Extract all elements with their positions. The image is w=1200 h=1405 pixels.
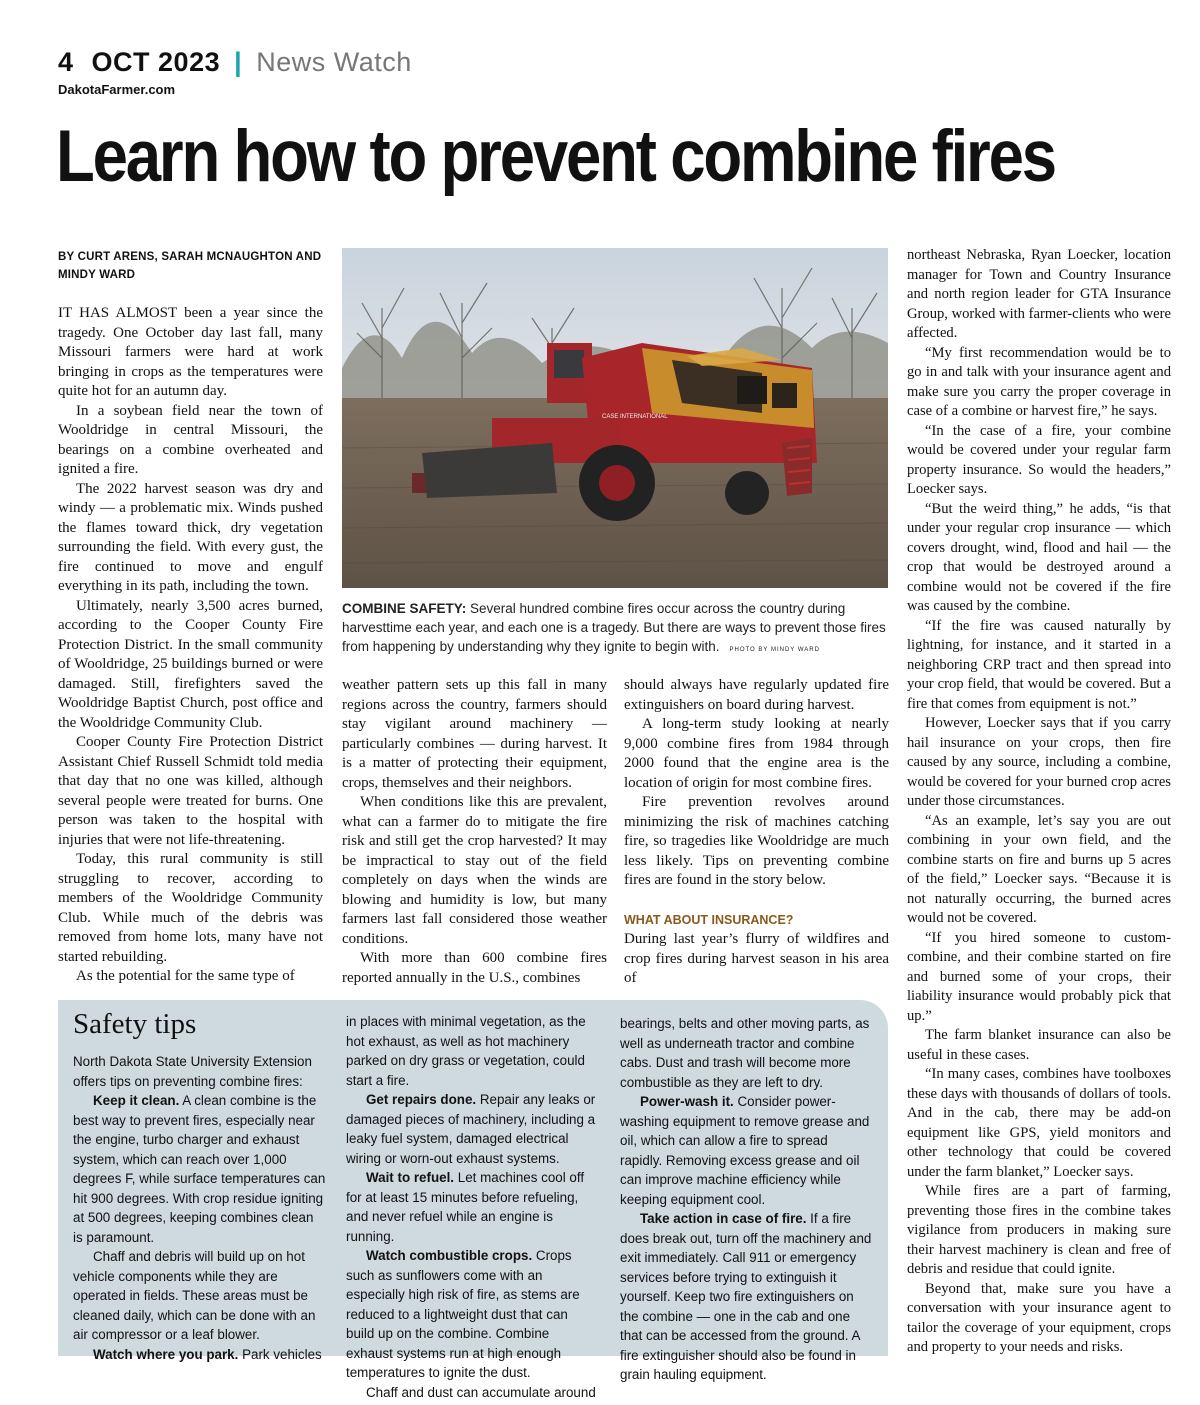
page-number: 4	[58, 47, 74, 77]
paragraph: northeast Nebraska, Ryan Loecker, location manager for Town and Country Insurance and north region leader for GTA Insurance Group, worked with farmer-clients who were affected.	[907, 247, 1171, 341]
subheading-insurance: WHAT ABOUT INSURANCE?	[624, 912, 794, 927]
paragraph: “If you hired someone to custom-combine, and their combine started on fire and burned some of your crops, their liability insurance would probably pick that up.”	[907, 929, 1171, 1024]
safety-column-3	[620, 1014, 873, 1385]
tip-item: Chaff and dust can accumulate around	[366, 1384, 596, 1400]
article-column-4	[907, 246, 1171, 1358]
photo-credit: PHOTO BY MINDY WARD	[729, 647, 820, 653]
paragraph: Ultimately, nearly 3,500 acres burned, according to the Cooper County Fire Protection District. In the small community of Wooldridge, 25 buildings burned or were damaged. Still, firefighters saved the Wooldridge Baptist Church, post office and the Wooldridge Community Club.	[58, 597, 323, 731]
paragraph: Beyond that, make sure you have a conversation with your insurance agent to tailor the coverage of your equipment, crops and property to your needs and risks.	[907, 1280, 1171, 1355]
tip-item: Watch combustible crops. Crops such as sunflowers come with an especially high risk of fire, as stems are reduced to a lightweight dust that can build up on the combine. Combine exhaust systems run at high enough temperatures to ignite the dust.	[346, 1248, 580, 1380]
tip-item: Power-wash it. Consider power-washing equipment to remove grease and oil, which can allow a fire to spread rapidly. Removing excess grease and oil can improve machine efficiency while keeping equipment cool.	[620, 1094, 870, 1207]
paragraph: Fire prevention revolves around minimizing the risk of machines catching fire, so tragedies like Wooldridge are much less likely. Tips on preventing combine fires are found in the story below.	[624, 794, 889, 888]
paragraph: The 2022 harvest season was dry and windy — a problematic mix. Winds pushed the flames toward thick, dry vegetation surrounding the field. With every gust, the fire continued to move and engulf everything in its path, including the town.	[58, 480, 323, 594]
paragraph: However, Loecker says that if you carry hail insurance on your crops, then fire caused by any source, including a combine, would be covered for your burned crop acres under those circumstances.	[907, 715, 1171, 809]
tip-item: bearings, belts and other moving parts, as well as underneath tractor and combine cabs. Dust and trash will become more combustible as they are left to dry.	[620, 1016, 870, 1090]
article-column-1	[58, 304, 323, 987]
paragraph: IT HAS ALMOST been a year since the tragedy. One October day last fall, many Missouri farmers were hard at work bringing in crops as the temperatures were quite hot for an autumn day.	[58, 305, 323, 399]
paragraph: In a soybean field near the town of Wooldridge in central Missouri, the bearings on a combine overheated and ignited a fire.	[58, 402, 323, 477]
tip-item: Chaff and debris will build up on hot vehicle components while they are operated in fields. These areas must be cleaned daily, which can be done with an air compressor or a leaf blower.	[73, 1249, 316, 1342]
paragraph: The farm blanket insurance can also be useful in these cases.	[907, 1027, 1171, 1063]
paragraph: “In the case of a fire, your combine would be covered under your regular farm property insurance. So would the headers,” Loecker says.	[907, 422, 1171, 497]
paragraph: Today, this rural community is still struggling to recover, according to members of the Wooldridge Community Club. While much of the debris was removed from home lots, many have not started rebuilding.	[58, 851, 323, 965]
tip-item: Watch where you park. Park vehicles	[93, 1346, 322, 1362]
paragraph: While fires are a part of farming, preventing those fires in the combine takes vigilance from producers in making sure their harvest machinery is clean and free of debris and residue that could ignite.	[907, 1183, 1171, 1277]
tip-item: in places with minimal vegetation, as the hot exhaust, as well as hot machinery parked on dry grass or vegetation, could start a fire.	[346, 1014, 586, 1088]
headline: Learn how to prevent combine fires	[56, 116, 1055, 197]
header-separator: |	[234, 47, 243, 77]
paragraph: A long-term study looking at nearly 9,000 combine fires from 1984 through 2000 found that the engine area is the location of origin for most combine fires.	[624, 716, 889, 791]
page-header	[58, 46, 412, 78]
tip-item: Get repairs done. Repair any leaks or damaged pieces of machinery, including a leaky fuel system, damaged electrical wiring or worn-out exhaust systems.	[346, 1092, 596, 1166]
paragraph: During last year’s flurry of wildfires and crop fires during harvest season in his area of	[624, 931, 889, 986]
combine-brand-label: CASE INTERNATIONAL	[602, 414, 668, 420]
burned-combine-image	[342, 248, 888, 588]
safety-column-2	[346, 1012, 599, 1402]
caption-text: Several hundred combine fires occur across the country during harvesttime each year, and each one is a tragedy. But there are ways to prevent those fires from happening by understanding why they ignite to begin with.	[342, 601, 886, 654]
paragraph: “As an example, let’s say you are out combining in your own field, and the combine starts on fire and burns up 5 acres of the field,” Loecker says. “Because it is not naturally occurring, the burned acres would not be covered.	[907, 812, 1171, 926]
tip-item: Wait to refuel. Let machines cool off for at least 15 minutes before refueling, and never refuel while an engine is running.	[346, 1170, 585, 1244]
paragraph: “In many cases, combines have toolboxes these days with thousands of dollars of tools. And in the cab, there may be add-on equipment like GPS, yield monitors and other technology that could be covered under the farm blanket,” Loecker says.	[907, 1066, 1171, 1180]
article-column-2	[342, 676, 607, 988]
caption-label: COMBINE SAFETY:	[342, 601, 467, 616]
paragraph: “My first recommendation would be to go in and talk with your insurance agent and make sure you carry the proper coverage in case of a combine or harvest fire,” he says.	[907, 344, 1171, 419]
safety-tips-title: Safety tips	[73, 1008, 197, 1040]
safety-column-1	[73, 1052, 326, 1364]
safety-intro: North Dakota State University Extension offers tips on preventing combine fires:	[73, 1054, 312, 1089]
site-name[interactable]: DakotaFarmer.com	[58, 82, 176, 97]
tip-item: Keep it clean. A clean combine is the best way to prevent fires, especially near the engine, turbo charger and exhaust system, which can reach over 1,000 degrees F, while surface temperatures can hit 900 degrees. With crop residue igniting at 500 degrees, keeping combines clean is paramount.	[73, 1093, 326, 1245]
tip-item: Take action in case of fire. If a fire does break out, turn off the machinery and exit immediately. Call 911 or emergency services before trying to extinguish it yourself. Keep two fire extinguishers on the combine — one in the cab and one that can be accessed from the ground. A fire extinguisher should also be found in grain hauling equipment.	[620, 1211, 872, 1382]
paragraph: Cooper County Fire Protection District Assistant Chief Russell Schmidt told media that day that no one was killed, although several people were treated for burns. One person was taken to the hospital with injuries that were not life-threatening.	[58, 734, 323, 848]
paragraph: With more than 600 combine fires reported annually in the U.S., combines	[342, 950, 607, 986]
paragraph: As the potential for the same type of	[76, 968, 295, 984]
paragraph: When conditions like this are prevalent, what can a farmer do to mitigate the fire risk and still get the crop harvested? It may be impractical to stay out of the field completely on days when the winds are blowing and humidity is low, but many farmers last fall considered those weather conditions.	[342, 794, 607, 947]
section-name: News Watch	[256, 47, 412, 77]
photo-caption	[342, 599, 890, 660]
issue-date: OCT 2023	[91, 47, 221, 77]
paragraph: weather pattern sets up this fall in many regions across the country, farmers should stay vigilant around machinery — particularly combines — during harvest. It is a matter of protecting their equipment, crops, themselves and their neighbors.	[342, 677, 607, 791]
article-column-3	[624, 676, 889, 989]
paragraph: “But the weird thing,” he adds, “is that under your regular crop insurance — which covers drought, wind, flood and hail — the crop that would be destroyed around a combine would not be covered if the fire was caused by the combine.	[907, 500, 1171, 614]
paragraph: “If the fire was caused naturally by lightning, for instance, and it started in a neighboring CRP tract and then spread into your crop field, that would be covered. But a fire that comes from equipment is not.”	[907, 617, 1171, 712]
paragraph: should always have regularly updated fire extinguishers on board during harvest.	[624, 677, 889, 713]
byline: BY CURT ARENS, SARAH MCNAUGHTON AND MINDY WARD	[58, 251, 322, 281]
combine-photo	[342, 248, 888, 588]
